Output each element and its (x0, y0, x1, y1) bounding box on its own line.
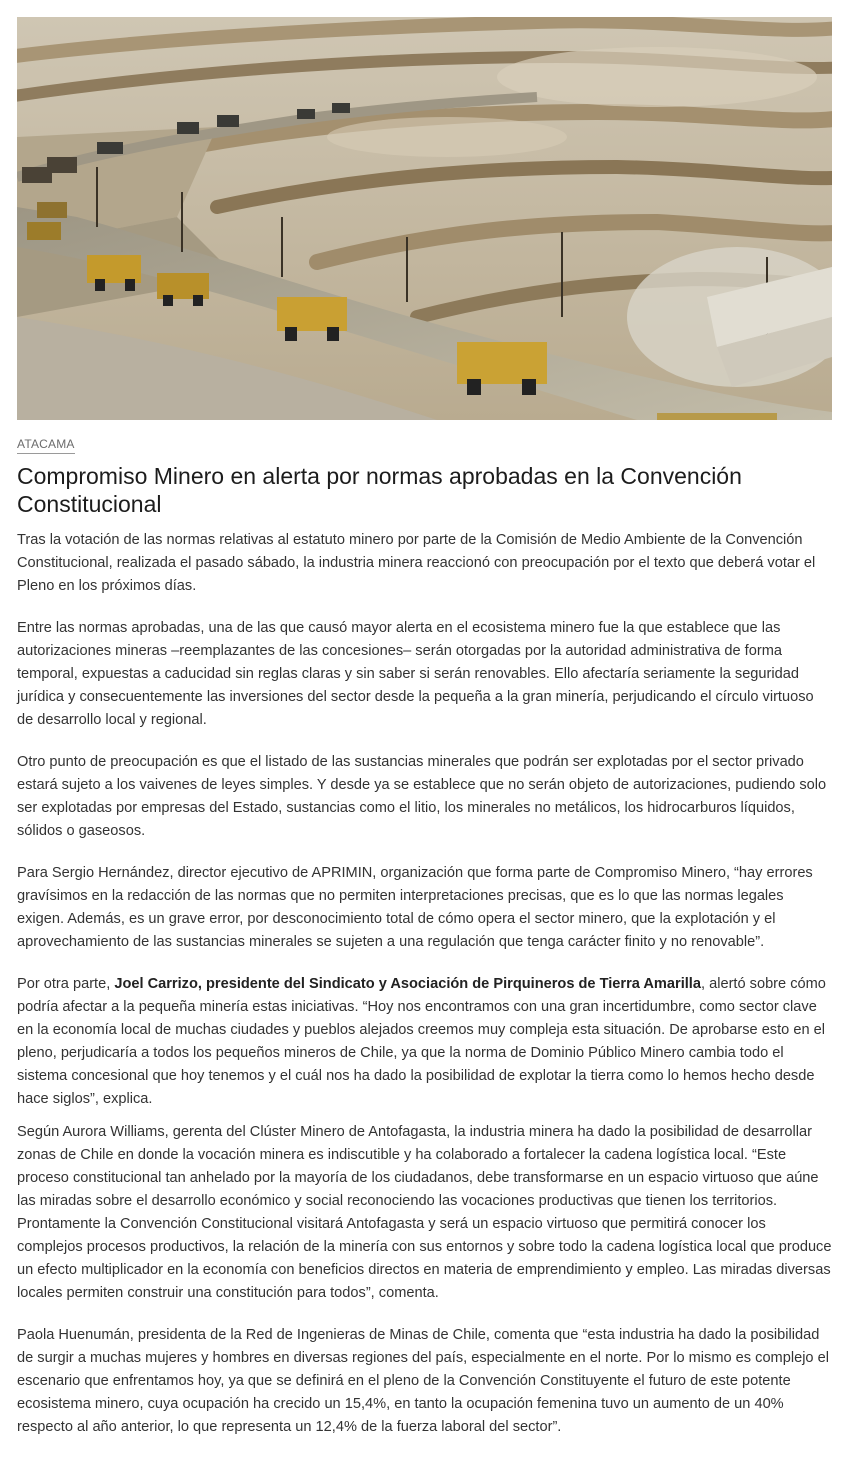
article-title: Compromiso Minero en alerta por normas aprobadas en la Convención Constitucional (17, 463, 742, 517)
open-pit-mine-photo (17, 17, 832, 420)
article-paragraph: Según Aurora Williams, gerenta del Clúster Minero de Antofagasta, la industria minera ha dado la posibilidad de desarrollar zonas de Chile en donde la vocación minera es indiscutible y ha colaborado a fortalecer la cadena logística local. “Este proceso constitucional tan anhelado por la mayoría de los ciudadanos, debe transformarse en un espacio virtuoso que aúne las miradas sobre el desarrollo económico y social reconociendo las vocaciones productivas que tienen los territorios. Prontamente la Convención Constitucional visitará Antofagasta y será un espacio virtuoso que permitirá conocer los complejos procesos productivos, la relación de la minería con sus entornos y sobre todo la cadena logística local que produce un efecto multiplicador en la economía con beneficios directos en materia de emprendimiento y empleo. Las miradas diversas locales permiten construir una constitución para todos”, comenta. (17, 1124, 832, 1301)
article-paragraph: Para Sergio Hernández, director ejecutivo de APRIMIN, organización que forma parte de Compromiso Minero, “hay errores gravísimos en la redacción de las normas que no permiten interpretaciones precisas, que es lo que las normas legales exigen. Además, es un grave error, por desconocimiento total de cómo opera el sector minero, que la explotación y el aprovechamiento de las sustancias minerales se sujeten a una regulación que tenga carácter finito y no renovable”. (17, 865, 813, 950)
highlighted-name: Joel Carrizo, presidente del Sindicato y Asociación de Pirquineros de Tierra Amarilla (114, 976, 701, 992)
article-body (17, 529, 832, 1458)
article-paragraph: Entre las normas aprobadas, una de las que causó mayor alerta en el ecosistema minero fue la que establece que las autorizaciones mineras –reemplazantes de las concesiones– serán otorgadas por la autoridad administrativa de forma temporal, expuestas a caducidad sin reglas claras y sin saber si serán renovables. Ello afectaría seriamente la seguridad jurídica y consecuentemente las inversiones del sector desde la pequeña a la gran minería, perjudicando el círculo virtuoso de desarrollo local y regional. (17, 620, 814, 728)
paragraph-text: Por otra parte, (17, 976, 115, 992)
article-paragraph: Otro punto de preocupación es que el listado de las sustancias minerales que podrán ser explotadas por el sector privado estará sujeto a los vaivenes de leyes simples. Y desde ya se establece que no serán objeto de autorizaciones, pudiendo solo ser explotadas por empresas del Estado, sustancias como el litio, los minerales no metálicos, los hidrocarburos líquidos, sólidos o gaseosos. (17, 754, 827, 839)
paragraph-text: , alertó sobre cómo podría afectar a la pequeña minería estas iniciativas. “Hoy nos encontramos con una gran incertidumbre, como sector clave en la economía local de muchas ciudades y pueblos alejados creemos muy compleja esta situación. De aprobarse esto en el pleno, perjudicaría a todos los pequeños mineros de Chile, ya que la norma de Dominio Público Minero cambia todo el sistema concesional que hoy tenemos y el cuál nos ha dado la posibilidad de explotar la tierra como lo hemos hecho desde hace siglos”, explica. (17, 976, 826, 1107)
article-paragraph (17, 973, 832, 1111)
article-paragraph: Tras la votación de las normas relativas al estatuto minero por parte de la Comisión de Medio Ambiente de la Convención Constitucional, realizada el pasado sábado, la industria minera reaccionó con preocupación por el texto que deberá votar el Pleno en los próximos días. (17, 532, 816, 594)
article-paragraph: Paola Huenumán, presidenta de la Red de Ingenieras de Minas de Chile, comenta que “esta industria ha dado la posibilidad de surgir a muchas mujeres y hombres en diversas regiones del país, especialmente en el norte. Por lo mismo es complejo el escenario que enfrentamos hoy, ya que se definirá en el pleno de la Convención Constituyente el futuro de este potente ecosistema minero, cuya ocupación ha crecido un 15,4%, en tanto la ocupación femenina tuvo un aumento de un 40% respecto al año anterior, lo que representa un 12,4% de la fuerza laboral del sector”. (17, 1327, 829, 1435)
category-link[interactable]: ATACAMA (17, 437, 75, 454)
article-hero-image (17, 17, 832, 420)
